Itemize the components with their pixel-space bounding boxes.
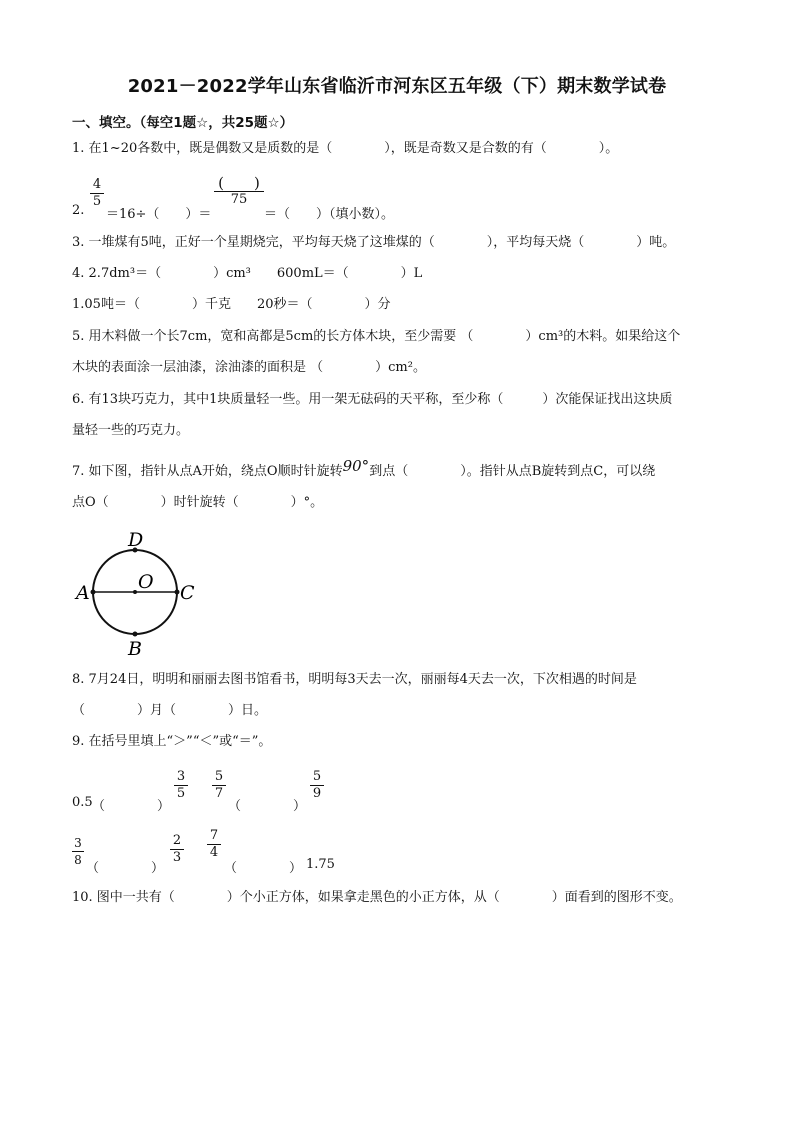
label-a: A (76, 582, 90, 604)
question-7-line-2: 点O（ ）时针旋转（ ）°。 (72, 495, 324, 510)
point-c (175, 590, 180, 595)
q2-frac2-numerator: ( ) (218, 174, 260, 192)
question-3: 3. 一堆煤有5吨，正好一个星期烧完，平均每天烧了这堆煤的（ ），平均每天烧（ ）吨。 (72, 235, 676, 250)
rotation-circle-figure (72, 528, 212, 660)
point-b (133, 632, 138, 637)
point-a (91, 590, 96, 595)
q2-fraction-1 (90, 178, 104, 209)
q9-r2-fraction-3 (207, 829, 221, 860)
question-5-line-2: 木块的表面涂一层油漆，涂油漆的面积是 （ ）cm²。 (72, 360, 426, 375)
q9-r2-decimal: 1.75 (306, 857, 335, 872)
q2-fraction-2 (214, 176, 264, 207)
numerator: 7 (209, 828, 219, 843)
question-5-line-1: 5. 用木料做一个长7cm，宽和高都是5cm的长方体木块，至少需要 （ ）cm³的木料。如果给这个 (72, 329, 681, 344)
q2-number: 2. (72, 203, 85, 218)
q2-frac1-numerator: 4 (92, 177, 102, 192)
question-8-line-2: （ ）月（ ）日。 (72, 703, 268, 718)
question-10: 10. 图中一共有（ ）个小正方体，如果拿走黑色的小正方体，从（ ）面看到的图形不变。 (72, 890, 682, 905)
q9-r1-fraction-3 (310, 770, 324, 801)
q9-r1-paren-2: （ ） (228, 799, 307, 814)
q2-frac1-denominator: 5 (92, 194, 102, 209)
question-8-line-1: 8. 7月24日，明明和丽丽去图书馆看书，明明每3天去一次，丽丽每4天去一次，下次相遇的时间是 (72, 672, 637, 687)
q9-r1-fraction-2 (212, 770, 226, 801)
q2-suffix-text: ＝（ ）（填小数）。 (264, 207, 395, 222)
point-o (133, 590, 137, 594)
q7-text-after: 到点（ ）。指针从点B旋转到点C，可以绕 (369, 464, 656, 479)
denominator: 3 (172, 850, 182, 865)
question-9: 9. 在括号里填上“＞”“＜”或“＝”。 (72, 734, 272, 749)
numerator: 5 (312, 769, 322, 784)
question-7-line-1 (72, 457, 656, 480)
denominator: 4 (209, 845, 219, 860)
numerator: 3 (176, 769, 186, 784)
numerator: 2 (172, 833, 182, 848)
section-heading: 一、填空。（每空1题☆，共25题☆） (72, 115, 294, 131)
page-title: 2021－2022学年山东省临沂市河东区五年级（下）期末数学试卷 (127, 76, 667, 97)
question-4-line-1: 4. 2.7dm³＝（ ）cm³ 600mL＝（ ）L (72, 266, 423, 281)
numerator: 5 (214, 769, 224, 784)
label-d: D (128, 529, 144, 551)
label-o: O (138, 571, 154, 593)
question-6-line-1: 6. 有13块巧克力，其中1块质量轻一些。用一架无砝码的天平称，至少称（ ）次能保证找出这块质 (72, 392, 673, 407)
q9-r1-decimal: 0.5 (72, 795, 93, 810)
fraction-bar (72, 851, 84, 852)
numerator: 3 (74, 836, 82, 850)
q7-angle: 90° (342, 457, 370, 475)
q9-r2-paren-1: （ ） (86, 861, 165, 876)
denominator: 8 (74, 853, 82, 867)
q2-frac2-denominator: 75 (230, 192, 248, 207)
label-c: C (180, 582, 195, 604)
q9-r2-fraction-1 (72, 836, 84, 867)
question-6-line-2: 量轻一些的巧克力。 (72, 423, 190, 438)
denominator: 5 (176, 786, 186, 801)
q2-middle-text: ＝16÷（ ）＝ (106, 207, 212, 222)
q9-r1-fraction-1 (174, 770, 188, 801)
denominator: 7 (214, 786, 224, 801)
q9-r2-paren-2: （ ） (224, 861, 303, 876)
label-b: B (128, 638, 142, 660)
q9-r1-paren-1: （ ） (92, 799, 171, 814)
q9-r2-fraction-2 (170, 834, 184, 865)
q7-text-before: 7. 如下图，指针从点A开始，绕点O顺时针旋转 (72, 464, 343, 479)
question-1: 1. 在1~20各数中，既是偶数又是质数的是（ ），既是奇数又是合数的有（ ）。 (72, 141, 619, 156)
question-4-line-2: 1.05吨＝（ ）千克 20秒＝（ ）分 (72, 297, 391, 312)
denominator: 9 (312, 786, 322, 801)
